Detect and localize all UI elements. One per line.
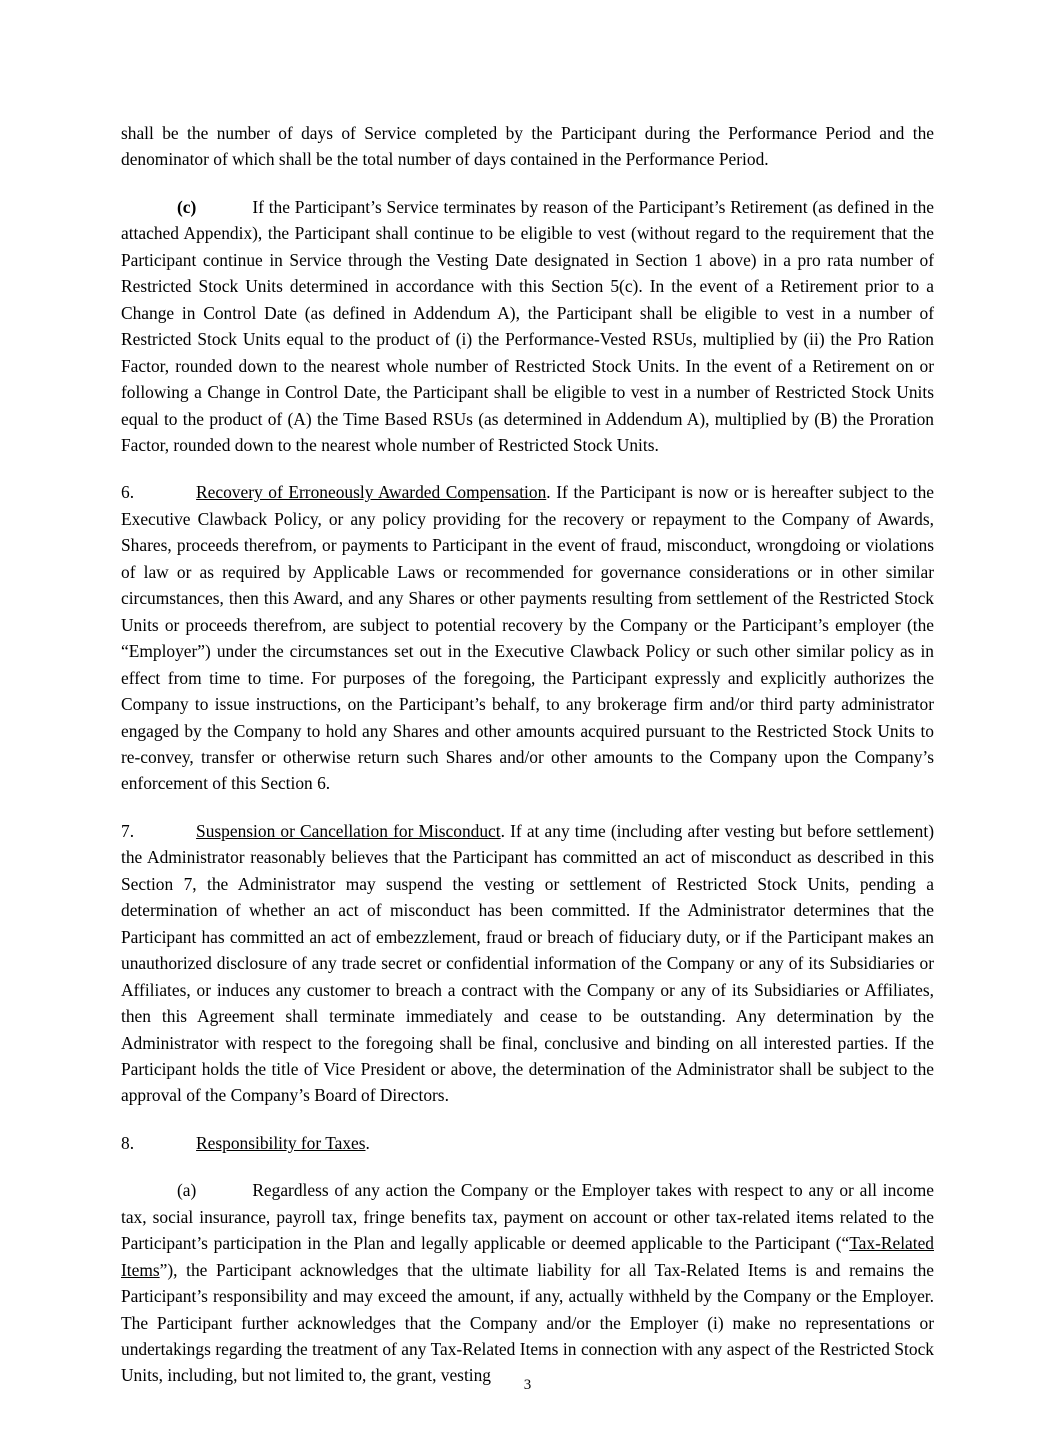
defined-term-tax-related-items: Tax-Related Items [121,1233,934,1280]
list-marker-c: (c) [177,196,197,217]
section-6-text: . If the Participant is now or is hereafter subject to the Executive Clawback Policy, or any policy providing for the recovery or repayment to the Company of Awards, Shares, proceeds therefrom, or payments to Participant in the event of fraud, misconduct, wrongdoing or violations of law or as required by Applicable Laws or recommended for governance considerations or in other similar circumstances, then this Award, and any Shares or other payments resulting from settlement of the Restricted Stock Units or proceeds therefrom, are subject to potential recovery by the Company or the Participant’s employer (the “Employer”) under the circumstances set out in the Executive Clawback Policy or such other similar policy as in effect from time to time. For purposes of the foregoing, the Participant expressly and explicitly authorizes the Company to issue instructions, on the Participant’s behalf, to any brokerage firm and/or third party administrator engaged by the Company to hold any Shares and other amounts acquired pursuant to the Restricted Stock Units to re-convey, transfer or otherwise return such Shares and/or other amounts to the Company upon the Company’s enforcement of this Section 6. [121,482,934,794]
section-number-7: 7. [121,820,135,841]
section-8-text: . [365,1132,370,1153]
paragraph-carryover: shall be the number of days of Service completed by the Participant during the Performance Period and the denominator of which shall be the total number of days contained in the Performance Period. [121,123,934,170]
paragraph-section-8a [121,1177,934,1389]
paragraph-section-7 [121,818,934,1109]
section-number-8: 8. [121,1132,135,1153]
section-heading-8: Responsibility for Taxes [196,1132,366,1153]
section-heading-7: Suspension or Cancellation for Misconduct [196,820,501,841]
paragraph-section-6 [121,479,934,796]
document-body [121,120,934,1389]
paragraph-section-5c [121,194,934,459]
section-8a-text-after: ”), the Participant acknowledges that the ultimate liability for all Tax-Related Items is and remains the Participant’s responsibility and may exceed the amount, if any, actually withheld by the Company or the Employer. The Participant further acknowledges that the Company and/or the Employer (i) make no representations or undertakings regarding the treatment of any Tax-Related Items in connection with any aspect of the Restricted Stock Units, including, but not limited to, the grant, vesting [121,1259,934,1386]
paragraph-section-5c-text: If the Participant’s Service terminates by reason of the Participant’s Retirement (as defined in the attached Appendix), the Participant shall continue to be eligible to vest (without regard to the requirement that the Participant continue in Service through the Vesting Date designated in Section 1 above) in a pro rata number of Restricted Stock Units determined in accordance with this Section 5(c). In the event of a Retirement prior to a Change in Control Date (as defined in Addendum A), the Participant shall be eligible to vest in a number of Restricted Stock Units equal to the product of (i) the Performance-Vested RSUs, multiplied by (ii) the Pro Ration Factor, rounded down to the nearest whole number of Restricted Stock Units. In the event of a Retirement on or following a Change in Control Date, the Participant shall be eligible to vest in a number of Restricted Stock Units equal to the product of (A) the Time Based RSUs (as determined in Addendum A), multiplied by (B) the Proration Factor, rounded down to the nearest whole number of Restricted Stock Units. [121,196,934,455]
paragraph-section-8 [121,1130,934,1156]
page-number-footer: 3 [523,1376,532,1393]
section-7-text: . If at any time (including after vesting but before settlement) the Administrator reasonably believes that the Participant has committed an act of misconduct as described in this Section 7, the Administrator may suspend the vesting or settlement of Restricted Stock Units, pending a determination of whether an act of misconduct has been committed. If the Administrator determines that the Participant has committed an act of embezzlement, fraud or breach of fiduciary duty, or if the Participant makes an unauthorized disclosure of any trade secret or confidential information of the Company or any of its Subsidiaries or Affiliates, or induces any customer to breach a contract with the Company or any of its Subsidiaries or Affiliates, then this Agreement shall terminate immediately and cease to be outstanding. Any determination by the Administrator with respect to the foregoing shall be final, conclusive and binding on all interested parties. If the Participant holds the title of Vice President or above, the determination of the Administrator shall be subject to the approval of the Company’s Board of Directors. [121,820,935,1106]
section-heading-6: Recovery of Erroneously Awarded Compensation [196,482,547,503]
section-number-6: 6. [121,482,135,503]
list-marker-a: (a) [177,1180,197,1201]
section-8a-text-before: Regardless of any action the Company or the Employer takes with respect to any or all income tax, social insurance, payroll tax, fringe benefits tax, payment on account or other tax-related items related to the Participant’s participation in the Plan and legally applicable or deemed applicable to the Participant (“ [121,1180,934,1254]
